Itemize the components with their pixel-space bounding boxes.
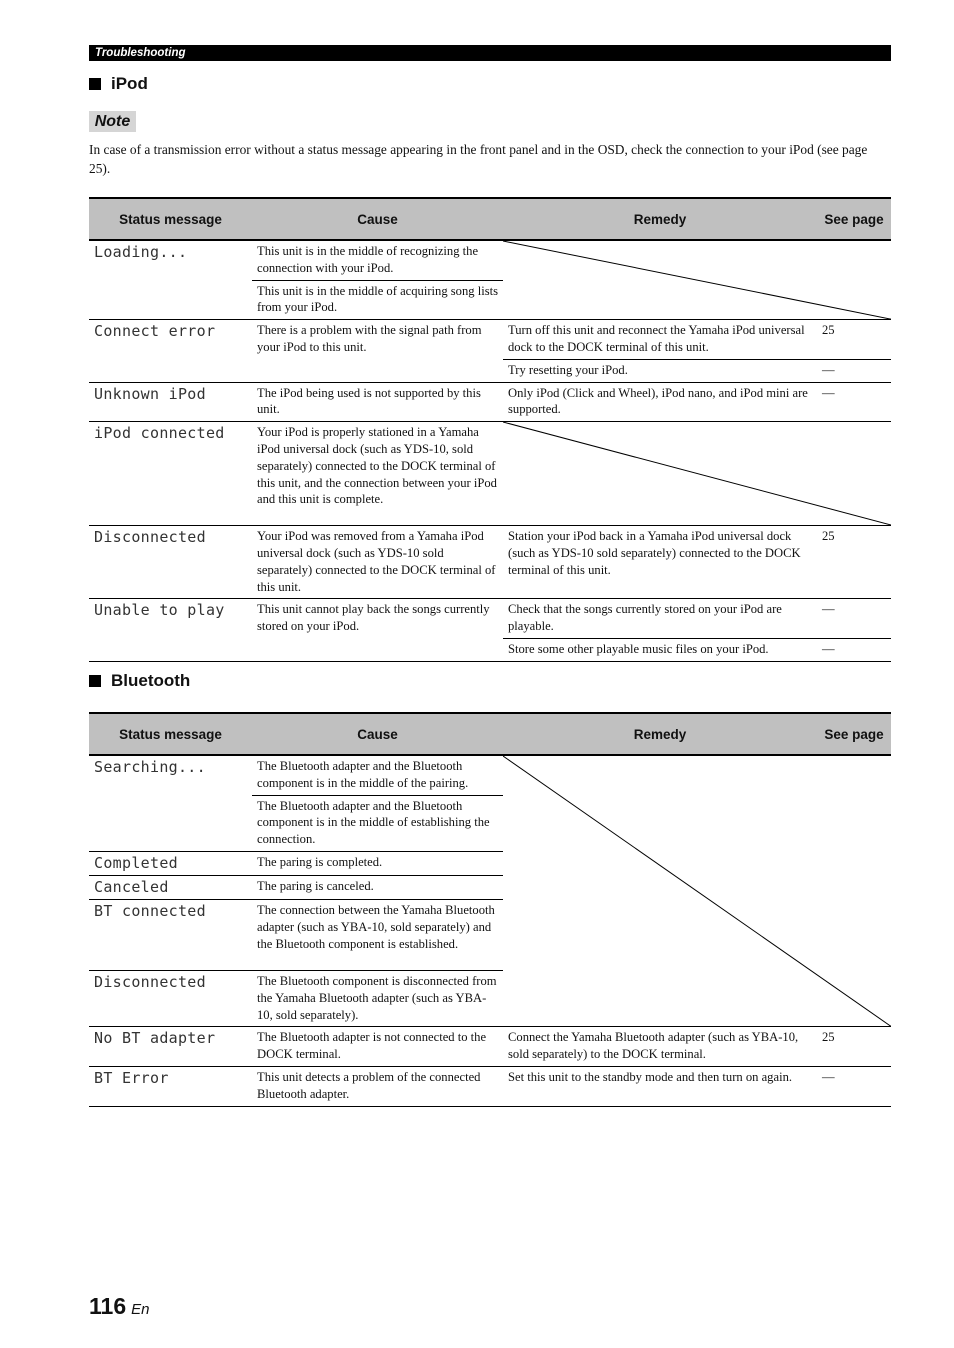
- table-row: [89, 755, 891, 795]
- see-page-cell: 25: [817, 1027, 891, 1067]
- table-row: [89, 422, 891, 526]
- remedy-cell: Only iPod (Click and Wheel), iPod nano, and iPod mini are supported.: [503, 382, 817, 422]
- running-header: [89, 45, 891, 61]
- bluetooth-heading: [89, 671, 190, 691]
- cause-cell: The Bluetooth component is disconnected from the Yamaha Bluetooth adapter (such as YBA-10, sold separately).: [252, 970, 503, 1026]
- remedy-cell: Turn off this unit and reconnect the Yamaha iPod universal dock to the DOCK terminal of this unit.: [503, 320, 817, 360]
- cause-cell: The Bluetooth adapter and the Bluetooth component is in the middle of the pairing.: [252, 755, 503, 795]
- col-status-header: Status message: [89, 713, 252, 755]
- see-page-cell: 25: [817, 526, 891, 599]
- table-row: [89, 320, 891, 360]
- ipod-table: [89, 197, 891, 662]
- status-message: Disconnected: [89, 970, 252, 1026]
- cause-cell: The paring is canceled.: [252, 875, 503, 899]
- table-row: [89, 526, 891, 599]
- col-cause-header: Cause: [252, 198, 503, 240]
- col-cause-header: Cause: [252, 713, 503, 755]
- remedy-cell: Check that the songs currently stored on your iPod are playable.: [503, 599, 817, 639]
- square-bullet-icon: [89, 675, 101, 687]
- page-number: [89, 1293, 149, 1320]
- status-message: BT connected: [89, 899, 252, 970]
- remedy-cell: Station your iPod back in a Yamaha iPod universal dock (such as YDS-10 sold separately) connected to the DOCK terminal of this unit.: [503, 526, 817, 599]
- col-remedy-header: Remedy: [503, 198, 817, 240]
- remedy-cell: Connect the Yamaha Bluetooth adapter (such as YBA-10, sold separately) to the DOCK terminal.: [503, 1027, 817, 1067]
- status-message: Canceled: [89, 875, 252, 899]
- not-applicable-diagonal: [503, 422, 891, 526]
- table-row: [89, 382, 891, 422]
- status-message: Unknown iPod: [89, 382, 252, 422]
- language-code: En: [131, 1301, 150, 1318]
- status-message: BT Error: [89, 1066, 252, 1106]
- see-page-cell: —: [817, 359, 891, 382]
- table-row: [89, 1066, 891, 1106]
- cause-cell: The Bluetooth adapter and the Bluetooth component is in the middle of establishing the connection.: [252, 795, 503, 851]
- status-message: iPod connected: [89, 422, 252, 526]
- cause-cell: The Bluetooth adapter is not connected to the DOCK terminal.: [252, 1027, 503, 1067]
- see-page-cell: —: [817, 382, 891, 422]
- cause-cell: Your iPod was removed from a Yamaha iPod universal dock (such as YDS-10 sold separately) connected to the DOCK terminal of this unit.: [252, 526, 503, 599]
- remedy-cell: Store some other playable music files on your iPod.: [503, 638, 817, 661]
- ipod-heading-text: iPod: [111, 74, 148, 93]
- cause-cell: There is a problem with the signal path from your iPod to this unit.: [252, 320, 503, 382]
- remedy-cell: Set this unit to the standby mode and then turn on again.: [503, 1066, 817, 1106]
- table-row: [89, 599, 891, 639]
- cause-cell: This unit is in the middle of recognizing the connection with your iPod.: [252, 240, 503, 280]
- col-status-header: Status message: [89, 198, 252, 240]
- table-row: [89, 1027, 891, 1067]
- cause-cell: This unit detects a problem of the connected Bluetooth adapter.: [252, 1066, 503, 1106]
- cause-cell: The connection between the Yamaha Bluetooth adapter (such as YBA-10, sold separately) and the Bluetooth component is established.: [252, 899, 503, 970]
- status-message: Unable to play: [89, 599, 252, 661]
- see-page-cell: —: [817, 638, 891, 661]
- status-message: Searching...: [89, 755, 252, 851]
- bluetooth-table: [89, 712, 891, 1107]
- not-applicable-diagonal: [503, 240, 891, 320]
- page-number-value: 116: [89, 1293, 127, 1319]
- status-message: Connect error: [89, 320, 252, 382]
- see-page-cell: 25: [817, 320, 891, 360]
- note-text: In case of a transmission error without a status message appearing in the front panel and in the OSD, check the connection to your iPod (see page 25).: [89, 142, 868, 176]
- note-label: Note: [89, 111, 136, 132]
- ipod-heading: [89, 74, 148, 94]
- cause-cell: This unit is in the middle of acquiring song lists from your iPod.: [252, 280, 503, 320]
- table-row: [89, 240, 891, 280]
- see-page-cell: —: [817, 1066, 891, 1106]
- col-page-header: See page: [817, 713, 891, 755]
- cause-cell: Your iPod is properly stationed in a Yamaha iPod universal dock (such as YDS-10, sold separately) connected to the DOCK terminal of this unit, and the connection between your iPod and this unit is complete.: [252, 422, 503, 526]
- col-page-header: See page: [817, 198, 891, 240]
- status-message: No BT adapter: [89, 1027, 252, 1067]
- cause-cell: The paring is completed.: [252, 851, 503, 875]
- status-message: Loading...: [89, 240, 252, 320]
- remedy-cell: Try resetting your iPod.: [503, 359, 817, 382]
- status-message: Completed: [89, 851, 252, 875]
- cause-cell: This unit cannot play back the songs currently stored on your iPod.: [252, 599, 503, 661]
- see-page-cell: —: [817, 599, 891, 639]
- square-bullet-icon: [89, 78, 101, 90]
- bluetooth-heading-text: Bluetooth: [111, 671, 191, 690]
- col-remedy-header: Remedy: [503, 713, 817, 755]
- running-header-label: Troubleshooting: [95, 47, 186, 59]
- status-message: Disconnected: [89, 526, 252, 599]
- not-applicable-diagonal: [503, 755, 891, 1027]
- cause-cell: The iPod being used is not supported by this unit.: [252, 382, 503, 422]
